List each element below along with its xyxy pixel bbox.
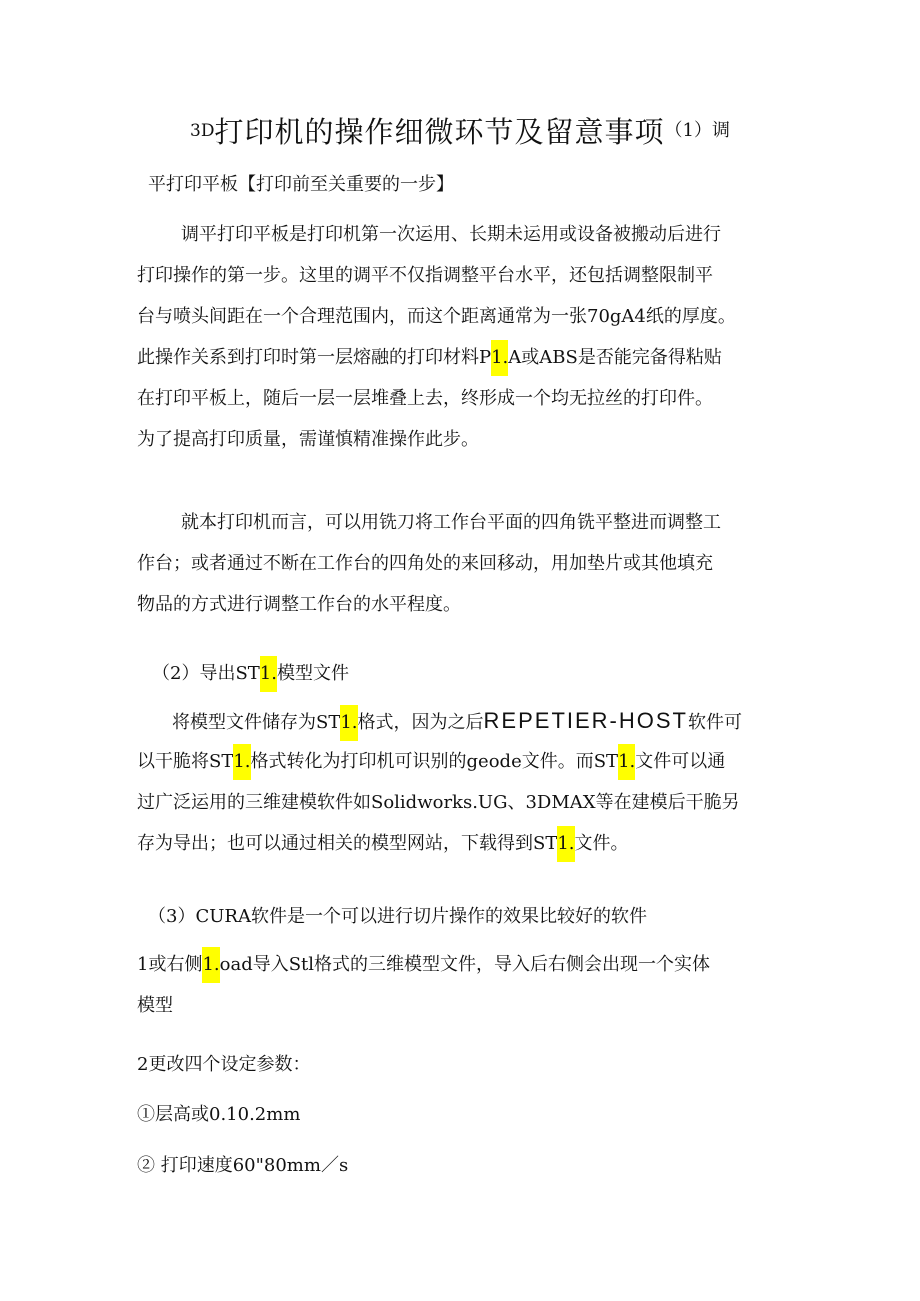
section-3-heading: （3）CURA软件是一个可以进行切片操作的效果比较好的软件	[148, 906, 647, 927]
text-line: 此操作关系到打印时第一层熔融的打印材料P	[137, 347, 492, 368]
highlight-mark: 1.	[340, 705, 357, 741]
setting-print-speed: ② 打印速度60"80mm／s	[137, 1155, 349, 1176]
section-1-heading: 平打印平板【打印前至关重要的一步】	[148, 174, 454, 195]
paragraph-leveling	[137, 214, 787, 460]
text-line: 为了提高打印质量，需谨慎精准操作此步。	[137, 429, 479, 450]
highlight-mark: 1.	[260, 656, 277, 692]
paragraph-cura-load	[137, 944, 787, 1026]
text-line: 以干脆将ST	[137, 751, 234, 772]
paragraph-export	[137, 700, 787, 864]
text-line: 格式，因为之后	[357, 712, 484, 733]
text-line: A或ABS是否能完备得粘贴	[508, 347, 722, 368]
highlight-mark: 1.	[202, 947, 219, 983]
text-line: 软件可	[688, 712, 742, 733]
highlight-mark: 1.	[233, 744, 250, 780]
settings-intro: 2更改四个设定参数：	[137, 1054, 311, 1075]
text-line: 过广泛运用的三维建模软件如Solidworks.UG、3DMAX等在建模后干脆另	[137, 792, 740, 813]
text-line: oad导入Stl格式的三维模型文件，导入后右侧会出现一个实体	[219, 954, 711, 975]
setting-layer-height: ①层高或0.10.2mm	[137, 1104, 301, 1125]
text-line: 1或右侧	[137, 954, 203, 975]
heading-text: 模型文件	[276, 663, 349, 684]
text-line: 打印操作的第一步。这里的调平不仅指调整平台水平，还包括调整限制平	[137, 265, 713, 286]
paragraph-milling	[137, 502, 787, 625]
section-2-heading	[152, 656, 349, 692]
highlight-mark: 1.	[557, 826, 574, 862]
text-line: 将模型文件储存为ST	[172, 712, 341, 733]
text-line: 文件可以通	[635, 751, 726, 772]
text-line: 在打印平板上，随后一层一层堆叠上去，终形成一个均无拉丝的打印件。	[137, 388, 713, 409]
text-line: 调平打印平板是打印机第一次运用、长期未运用或设备被搬动后进行	[181, 224, 721, 245]
text-line: 模型	[137, 995, 173, 1016]
title-prefix: 3D	[190, 121, 215, 141]
document-title	[0, 110, 920, 151]
text-line: 作台；或者通过不断在工作台的四角处的来回移动，用加垫片或其他填充	[137, 553, 713, 574]
software-name: REPETIER-HOST	[483, 708, 688, 733]
highlight-mark: 1.	[618, 744, 635, 780]
title-main: 打印机的操作细微环节及留意事项	[214, 115, 665, 149]
heading-text: （2）导出ST	[152, 663, 260, 684]
text-line: 就本打印机而言，可以用铣刀将工作台平面的四角铣平整进而调整工	[181, 512, 721, 533]
text-line: 台与喷头间距在一个合理范围内，而这个距离通常为一张70gA4纸的厚度。	[137, 306, 736, 327]
text-line: 物品的方式进行调整工作台的水平程度。	[137, 594, 461, 615]
highlight-mark: 1.	[491, 340, 508, 376]
text-line: 文件。	[574, 833, 629, 854]
title-suffix: （1）调	[664, 120, 730, 141]
text-line: 格式转化为打印机可识别的geode文件。而ST	[250, 751, 619, 772]
text-line: 存为导出；也可以通过相关的模型网站，下载得到ST	[137, 833, 558, 854]
